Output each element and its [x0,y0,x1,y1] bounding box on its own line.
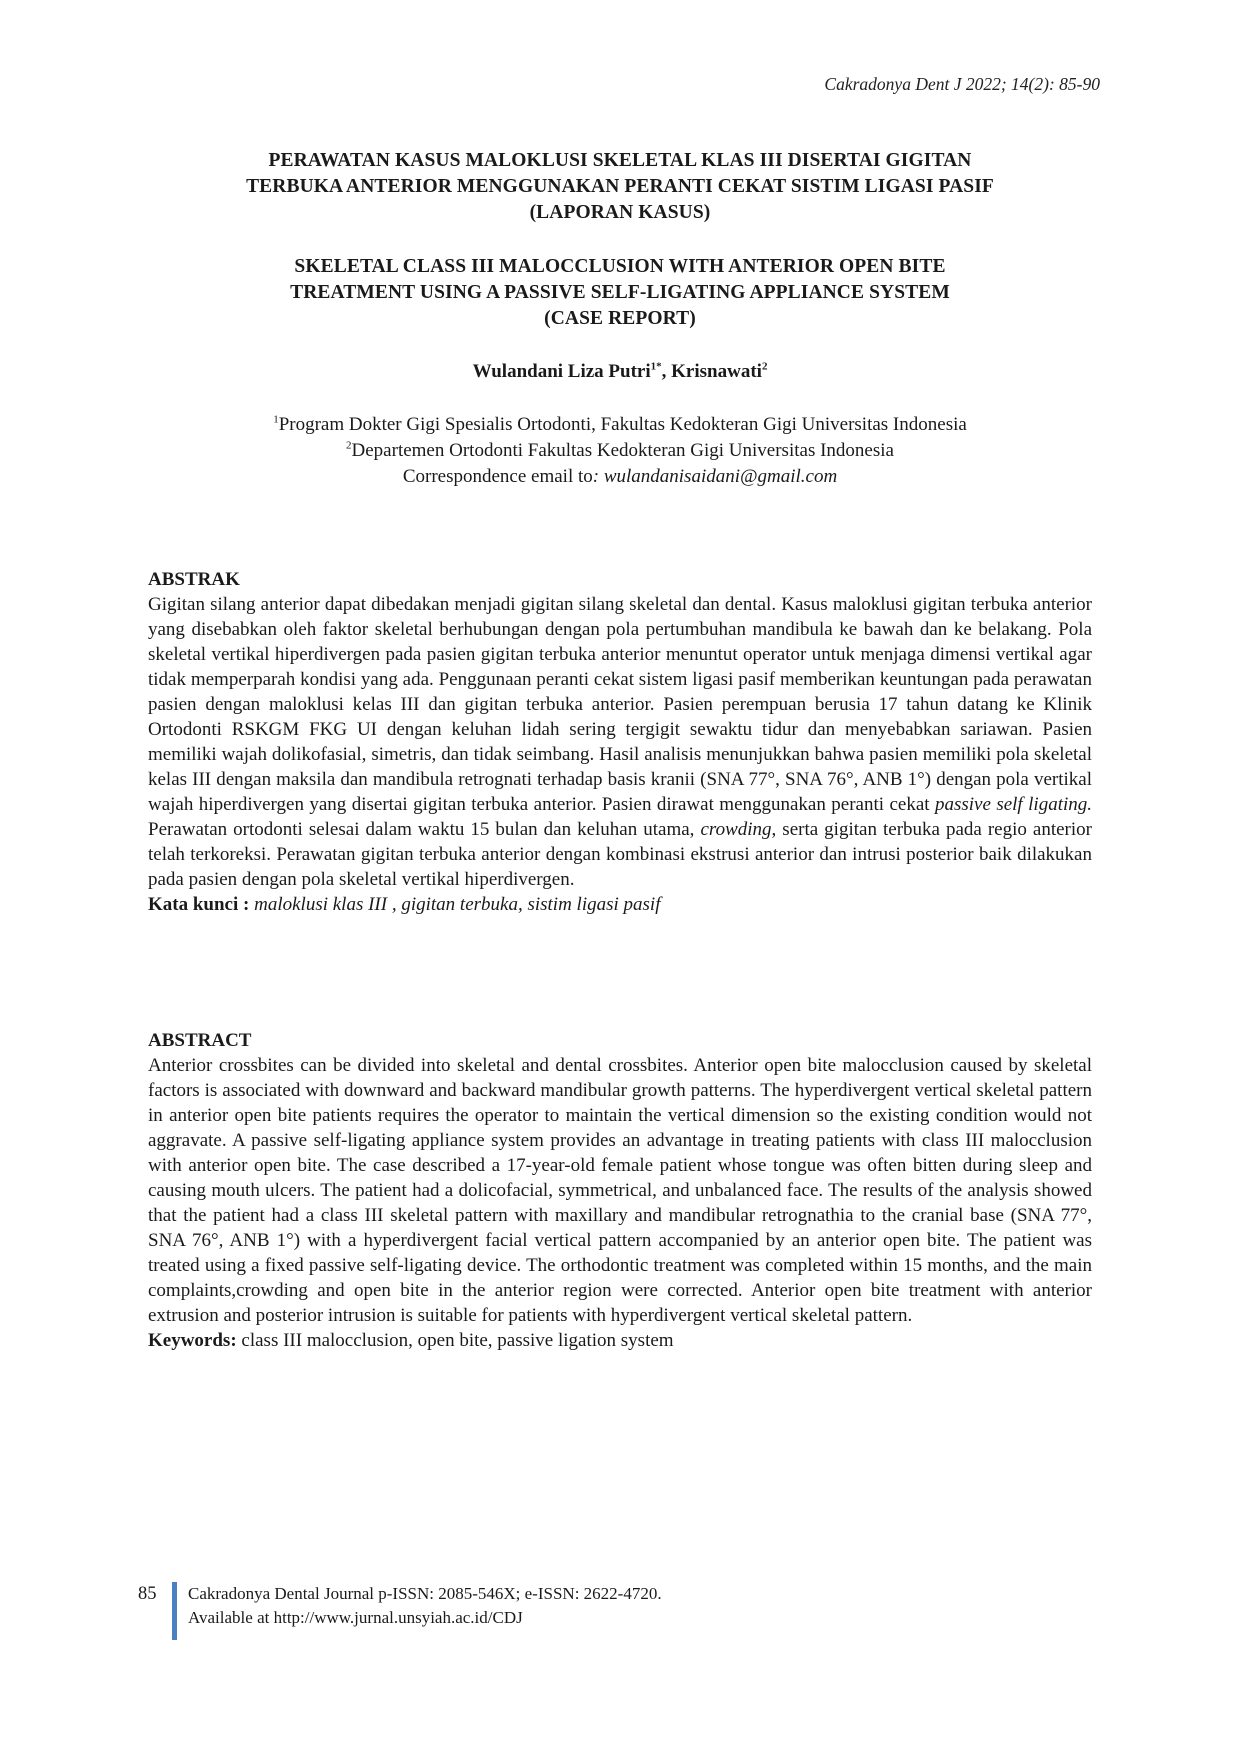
abstrak-body [148,592,1092,917]
affiliation-mark: 1 [273,413,279,426]
abstrak-section [148,568,1092,917]
correspondence-email[interactable]: : wulandanisaidani@gmail.com [592,466,838,487]
affiliations [150,412,1090,490]
abstrak-keywords-label: Kata kunci : [148,894,255,915]
abstrak-italic-term: crowding [700,819,772,840]
abstrak-text: , serta gigitan terbuka pada regio anterior telah terkoreksi. Perawatan gigitan terbuka anterior dengan kombinasi ekstrusi anterior dan intrusi posterior baik dilakukan pada pasien dengan pola skeletal vertikal hiperdivergen. [148,819,1092,890]
abstrak-keywords: maloklusi klas III , gigitan terbuka, sistim ligasi pasif [254,894,661,915]
affiliation-text: Departemen Ortodonti Fakultas Kedokteran Gigi Universitas Indonesia [351,440,894,461]
affiliation-mark: 2 [346,439,352,452]
page-number: 85 [138,1584,157,1604]
author-separator: , [661,361,672,382]
footer-text [188,1582,662,1630]
abstract-heading: ABSTRACT [148,1030,252,1051]
author-name: Wulandani Liza Putri [472,361,651,382]
affiliation-2 [150,438,1090,464]
title-indonesian [150,148,1090,226]
correspondence-label: Correspondence email to [402,466,593,487]
abstrak-italic-term: passive self ligating. [934,794,1092,815]
affiliation-1 [150,412,1090,438]
title-indonesian-line: TERBUKA ANTERIOR MENGGUNAKAN PERANTI CEKAT SISTIM LIGASI PASIF [246,176,994,197]
author-affiliation-mark: 1* [650,360,662,373]
title-english [150,254,1090,332]
abstract-text: Anterior crossbites can be divided into skeletal and dental crossbites. Anterior open bite malocclusion caused by skeletal factors is associated with downward and backward mandibular growth patterns. The hyperdivergent vertical skeletal pattern in anterior open bite patients requires the operator to maintain the vertical dimension so the existing condition would not aggravate. A passive self-ligating appliance system provides an advantage in treating patients with class III malocclusion with anterior open bite. The case described a 17-year-old female patient whose tongue was often bitten during sleep and causing mouth ulcers. The patient had a dolicofacial, symmetrical, and unbalanced face. The results of the analysis showed that the patient had a class III skeletal pattern with maxillary and mandibular retrognathia to the cranial base (SNA 77°, SNA 76°, ANB 1°) with a hyperdivergent facial vertical pattern accompanied by an anterior open bite. The patient was treated using a fixed passive self-ligating device. The orthodontic treatment was completed within 15 months, and the main complaints,crowding and open bite in the anterior region were corrected. Anterior open bite treatment with anterior extrusion and posterior intrusion is suitable for patients with hyperdivergent vertical skeletal pattern. [148,1055,1092,1326]
author-name: Krisnawati [671,361,762,382]
abstract-keywords-label: Keywords: [148,1330,237,1351]
title-indonesian-line: (LAPORAN KASUS) [529,202,711,223]
journal-citation: Cakradonya Dent J 2022; 14(2): 85-90 [824,74,1100,94]
abstrak-text: Gigitan silang anterior dapat dibedakan menjadi gigitan silang skeletal dan dental. Kasus maloklusi gigitan terbuka anterior yang disebabkan oleh faktor skeletal berhubungan dengan pola pertumbuhan mandibula ke bawah dan ke belakang. Pola skeletal vertikal hiperdivergen pada pasien gigitan terbuka anterior menuntut operator untuk menjaga dimensi vertikal agar tidak memperparah kondisi yang ada. Penggunaan peranti cekat sistem ligasi pasif memberikan keuntungan pada perawatan pasien dengan maloklusi kelas III dan gigitan terbuka anterior. Pasien perempuan berusia 17 tahun datang ke Klinik Ortodonti RSKGM FKG UI dengan keluhan lidah sering tergigit sewaktu tidur dan menyebabkan sariawan. Pasien memiliki wajah dolikofasial, simetris, dan tidak seimbang. Hasil analisis menunjukkan bahwa pasien memiliki pola skeletal kelas III dengan maksila dan mandibula retrognati terhadap basis kranii (SNA 77°, SNA 76°, ANB 1°) dengan pola vertikal wajah hiperdivergen yang disertai gigitan terbuka anterior. Pasien dirawat menggunakan peranti cekat [148,594,1092,815]
footer-url[interactable]: Available at http://www.jurnal.unsyiah.ac.id/CDJ [188,1608,523,1627]
abstrak-text: Perawatan ortodonti selesai dalam waktu 15 bulan dan keluhan utama, [148,819,701,840]
title-english-line: (CASE REPORT) [544,308,696,329]
abstract-keywords: class III malocclusion, open bite, passive ligation system [236,1330,674,1351]
title-indonesian-line: PERAWATAN KASUS MALOKLUSI SKELETAL KLAS III DISERTAI GIGITAN [268,150,972,171]
abstract-body [148,1053,1092,1353]
footer-accent-bar [172,1582,177,1640]
affiliation-text: Program Dokter Gigi Spesialis Ortodonti, Fakultas Kedokteran Gigi Universitas Indonesia [278,414,967,435]
correspondence [150,464,1090,490]
author-list [150,361,1090,383]
abstrak-heading: ABSTRAK [148,569,240,590]
footer-issn: Cakradonya Dental Journal p-ISSN: 2085-546X; e-ISSN: 2622-4720. [188,1584,662,1603]
title-english-line: SKELETAL CLASS III MALOCCLUSION WITH ANTERIOR OPEN BITE [294,256,946,277]
author-affiliation-mark: 2 [761,360,768,373]
abstract-section [148,1029,1092,1353]
title-english-line: TREATMENT USING A PASSIVE SELF-LIGATING APPLIANCE SYSTEM [290,282,950,303]
